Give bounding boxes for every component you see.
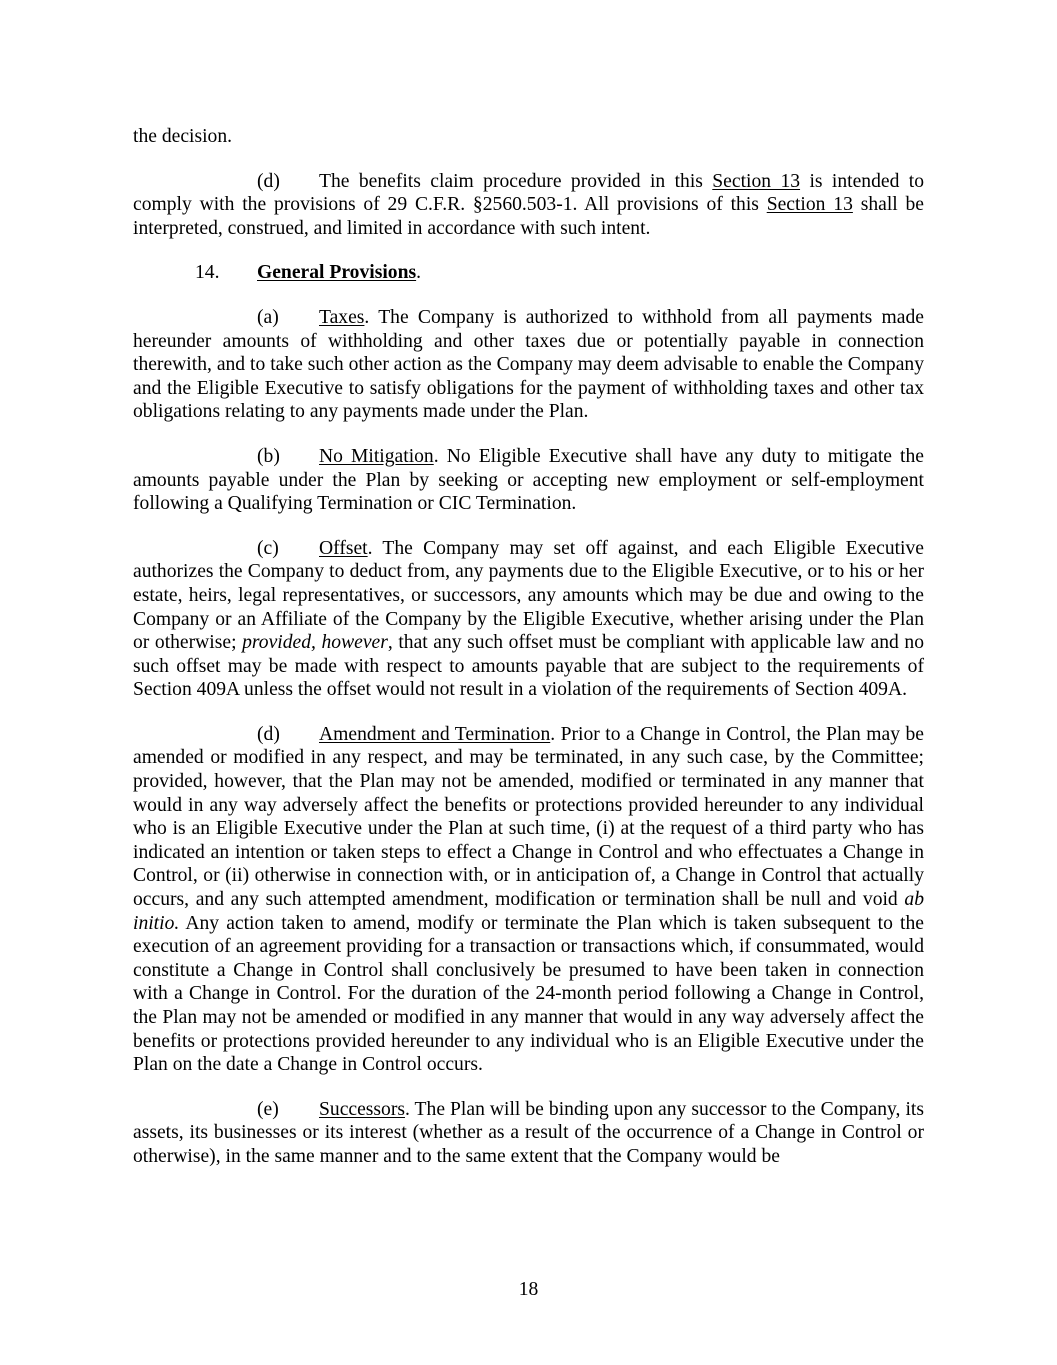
- paragraph-14e-successors: [133, 1098, 924, 1169]
- section-title-suffix: .: [416, 262, 422, 284]
- paragraph-14a-taxes: [133, 306, 924, 424]
- paragraph-label: (d): [257, 723, 280, 745]
- paragraph-text: . The Plan will be binding upon any successor to the Company, its assets, its businesses or its interest (whether as a result of the occurrence of a Change in Control or otherwise), in the same manner and to the same extent that the Company would be: [133, 1098, 924, 1167]
- paragraph-text: shall be interpreted, construed, and limited in accordance with such intent.: [133, 194, 925, 239]
- section-title: General Provisions: [257, 262, 417, 284]
- paragraph-continuation: the decision.: [133, 126, 233, 147]
- paragraph-text: . The Company is authorized to withhold from all payments made hereunder amounts of withholding and other taxes due or potentially payable in connection therewith, and to take such other action as the Company may deem advisable to enable the Company and the Eligible Executive to satisfy obligations for the payment of withholding taxes and other tax obligations relating to any payments made under the Plan.: [133, 306, 924, 423]
- paragraph-heading: Offset: [319, 537, 368, 559]
- paragraph-14c-offset: [133, 537, 924, 702]
- paragraph-text: . The Company may set off against, and each Eligible Executive authorizes the Company to deduct from, any payments due to the Eligible Executive, or to his or her estate, heirs, legal representatives, or successors, any amounts which may be due and owing to the Company or an Affiliate of the Company by the Eligible Executive, whether arising under the Plan or otherwise;: [133, 537, 924, 654]
- paragraph-14d-amendment: [133, 723, 924, 1077]
- paragraph-text: Any action taken to amend, modify or terminate the Plan which is taken subsequent to the execution of an agreement providing for a transaction or transactions which, if consummated, would constitute a Change in Control shall conclusively be presumed to have been taken in connection with a Change in Control. For the duration of the 24-month period following a Change in Control, the Plan may not be amended or modified in any manner that would in any way adversely affect the benefits or protections provided hereunder to any individual who is an Eligible Executive under the Plan on the date a Change in Control occurs.: [133, 912, 924, 1076]
- paragraph-label: (b): [257, 445, 280, 467]
- paragraph-label: (a): [257, 306, 279, 328]
- paragraph-label: (e): [257, 1098, 279, 1120]
- paragraph-text: The benefits claim procedure provided in this: [319, 170, 713, 192]
- paragraph-heading: Taxes: [319, 306, 365, 328]
- section-number: 14.: [195, 262, 220, 284]
- paragraph-13d: [133, 170, 924, 241]
- section-14-heading: [133, 261, 924, 285]
- paragraph-label: (c): [257, 537, 279, 559]
- paragraph-label: (d): [257, 170, 280, 192]
- paragraph-text: . Prior to a Change in Control, the Plan may be amended or modified in any respect, and may be terminated, in any such case, by the Committee; provided, however, that the Plan may not be amended, modified or terminated in any manner that would in any way adversely affect the benefits or protections provided hereunder to any individual who is an Eligible Executive under the Plan at such time, (i) at the request of a third party who has indicated an intention or taken steps to effect a Change in Control and who effectuates a Change in Control, or (ii) otherwise in connection with, or in anticipation of, a Change in Control that actually occurs, and any such attempted amendment, modification or termination shall be null and void: [133, 723, 924, 911]
- section-13-reference: Section 13: [712, 170, 801, 192]
- italic-phrase: provided, however: [242, 632, 388, 654]
- paragraph-14b-no-mitigation: [133, 445, 924, 516]
- paragraph-text: , that any such offset must be compliant with applicable law and no such offset may be made with respect to amounts payable that are subject to the requirements of Section 409A unless the offset would not result in a violation of the requirements of Section 409A.: [133, 632, 924, 701]
- section-13-reference: Section 13: [766, 194, 853, 216]
- page-number: 18: [518, 1279, 539, 1300]
- paragraph-text: . No Eligible Executive shall have any duty to mitigate the amounts payable under the Plan by seeking or accepting new employment or self-employment following a Qualifying Termination or CIC Termination.: [133, 445, 924, 515]
- paragraph-heading: Successors: [319, 1098, 405, 1120]
- italic-phrase: ab initio.: [133, 889, 924, 934]
- paragraph-heading: No Mitigation: [319, 445, 434, 467]
- paragraph-text: is intended to comply with the provisions of 29 C.F.R. §2560.503-1. All provisions of this: [133, 170, 924, 216]
- paragraph-heading: Amendment and Termination: [319, 723, 551, 745]
- document-page: [133, 125, 924, 1169]
